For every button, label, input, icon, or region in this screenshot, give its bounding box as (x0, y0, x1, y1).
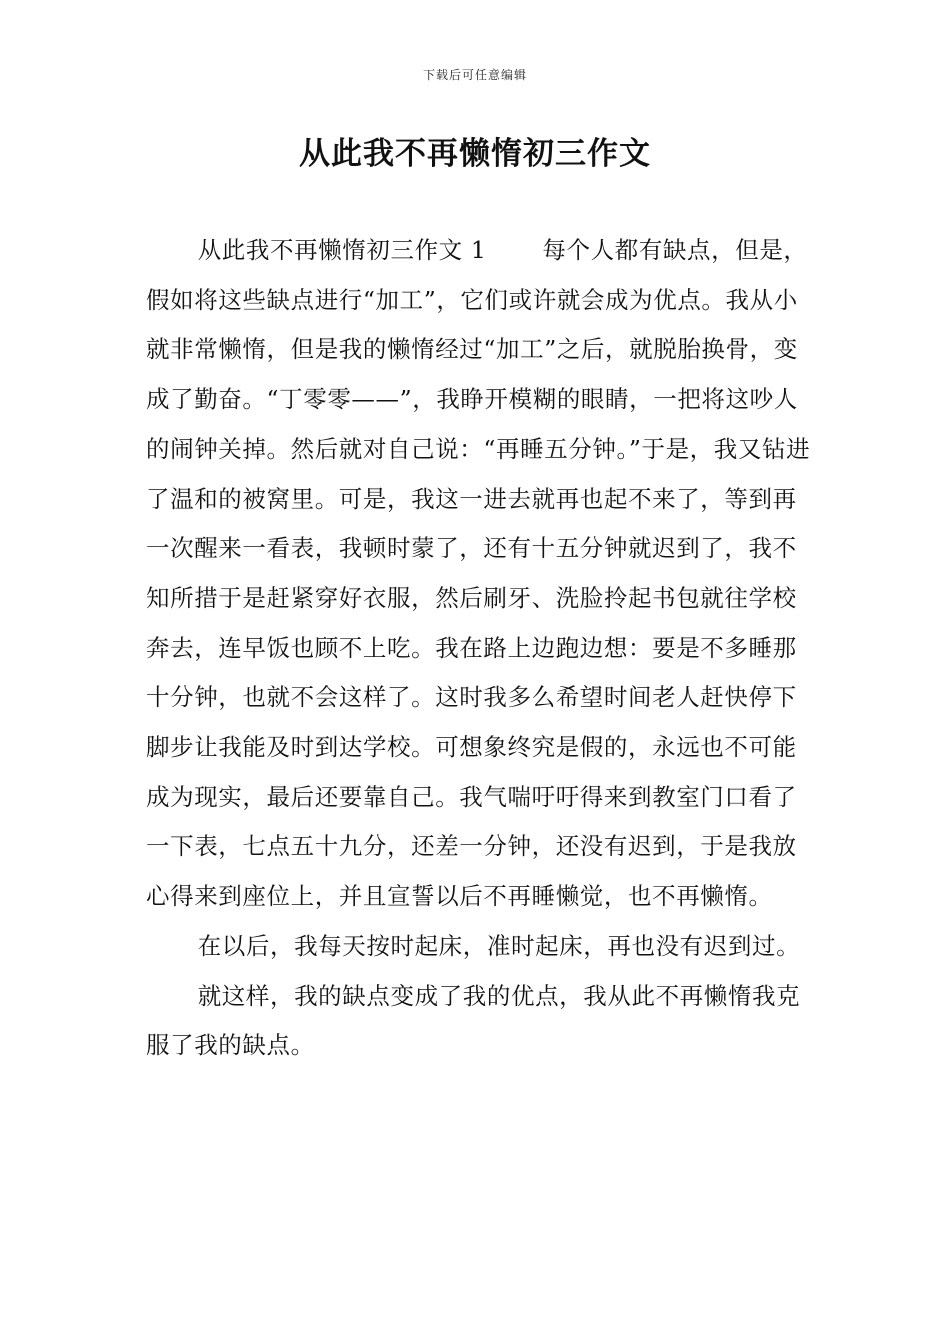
essay-subtitle: 从此我不再懒惰初三作文 1 (197, 236, 487, 264)
page-title: 从此我不再懒惰初三作文 (299, 136, 651, 172)
essay-body (146, 226, 816, 1071)
essay-paragraph-3: 就这样，我的缺点变成了我的优点，我从此不再懒惰我克服了我的缺点。 (146, 981, 801, 1060)
essay-paragraph-1 (146, 226, 816, 922)
essay-paragraph-2: 在以后，我每天按时起床，准时起床，再也没有迟到过。 (197, 931, 801, 960)
paragraph-text: 每个人都有缺点，但是，假如将这些缺点进行“加工”，它们或许就会成为优点。我从小就非常懒惰，但是我的懒惰经过“加工”之后，就脱胎换骨，变成了勤奋。“丁零零——”，我睁开模糊的眼睛，一把将这吵人的闹钟关掉。然后就对自己说：“再睡五分钟。”于是，我又钻进了温和的被窝里。可是，我这一进去就再也起不来了，等到再一次醒来一看表，我顿时蒙了，还有十五分钟就迟到了，我不知所措于是赶紧穿好衣服，然后刷牙、洗脸拎起书包就往学校奔去，连早饭也顾不上吃。我在路上边跑边想：要是不多睡那十分钟，也就不会这样了。这时我多么希望时间老人赶快停下脚步让我能及时到达学校。可想象终究是假的，永远也不可能成为现实，最后还要靠自己。我气喘吁吁得来到教室门口看了一下表，七点五十九分，还差一分钟，还没有迟到，于是我放心得来到座位上，并且宣誓以后不再睡懒觉，也不再懒惰。 (146, 236, 811, 911)
header-note: 下载后可任意编辑 (422, 68, 527, 82)
